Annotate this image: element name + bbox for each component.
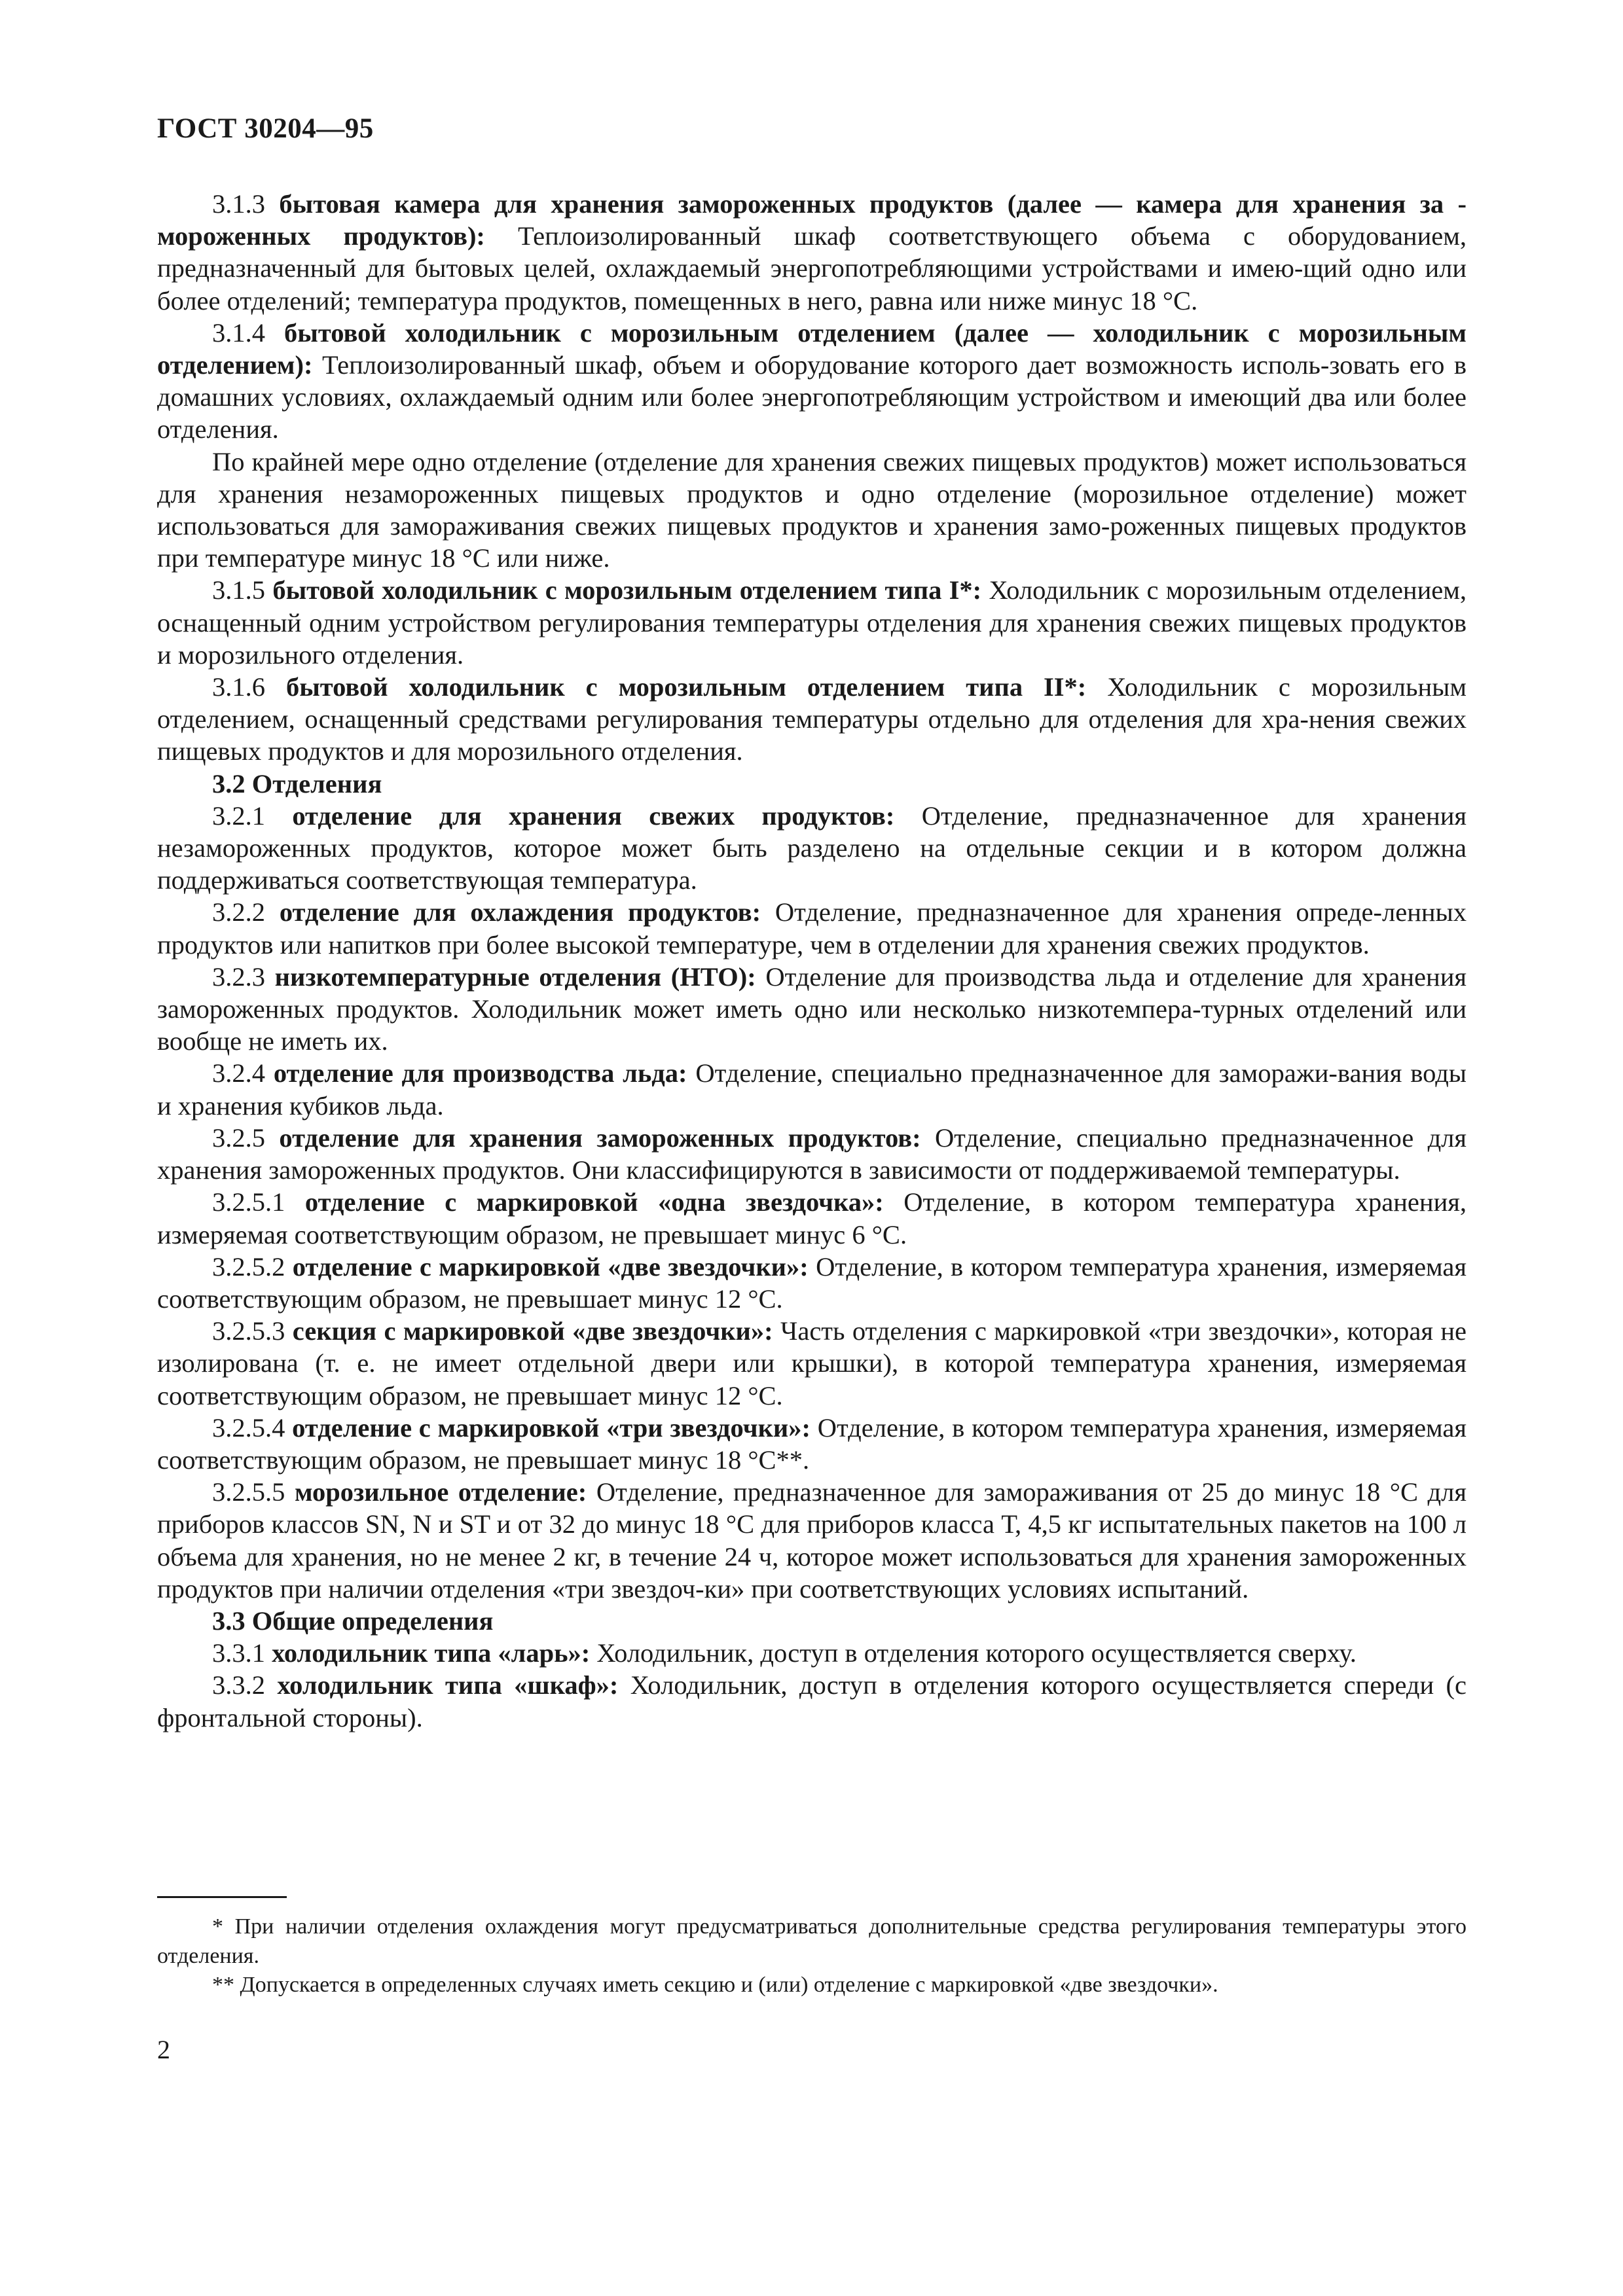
paragraph-number: 3.1.5 <box>212 575 265 605</box>
paragraph-text: Теплоизолированный шкаф соответствующего объема с оборудованием, предназначенный для бытовых целей, охлаждаемый энергопотребляющими устройствами и имею-щий одно или более отделений; температура продуктов, помещенных в него, равна или ниже минус 18 °С. <box>157 221 1467 315</box>
paragraph-text: Холодильник, доступ в отделения которого осуществляется спереди (с фронтальной стороны). <box>157 1670 1467 1732</box>
paragraph-term: бытовой холодильник с морозильным отделением типа I*: <box>272 575 982 605</box>
paragraph-number: 3.2.5.2 <box>212 1251 285 1282</box>
paragraph-3-3-1 <box>157 1637 1467 1669</box>
paragraph-3-2-1 <box>157 800 1467 897</box>
paragraph-text: Теплоизолированный шкаф, объем и оборудование которого дает возможность исполь-зовать его в домашних условиях, охлаждаемый одним или более энергопотребляющим устройством и имеющий два или более отделения. <box>157 350 1467 444</box>
paragraph-3-2-5-2 <box>157 1251 1467 1315</box>
paragraph-3-2-5 <box>157 1122 1467 1186</box>
paragraph-3-1-3 <box>157 188 1467 317</box>
paragraph-text: Холодильник с морозильным отделением, оснащенный одним устройством регулирования температуры отделения для хранения свежих пищевых продуктов и морозильного отделения. <box>157 575 1467 670</box>
paragraph-3-2-5-4 <box>157 1412 1467 1476</box>
section-number: 3.3 <box>212 1605 246 1636</box>
paragraph-term: морозильное отделение: <box>294 1477 587 1507</box>
paragraph-term: отделение с маркировкой «две звездочки»: <box>292 1251 809 1282</box>
paragraph-text: Отделение, предназначенное для замораживания от 25 до минус 18 °С для приборов классов SN, N и ST и от 32 до минус 18 °С для приборов класса Т, 4,5 кг испытательных пакетов на 100 л объема для хранения, но не менее 2 кг, в течение 24 ч, которое может использоваться для хранения замороженных продуктов при наличии отделения «три звездоч-ки» при соответствующих условиях испытаний. <box>157 1477 1467 1604</box>
paragraph-number: 3.2.2 <box>212 897 265 927</box>
paragraph-number: 3.3.1 <box>212 1638 265 1668</box>
paragraph-term: холодильник типа «шкаф»: <box>277 1670 619 1700</box>
paragraph-text: Отделение, предназначенное для хранения незамороженных продуктов, которое может быть разделено на отдельные секции и в котором должна поддерживаться соответствующая температура. <box>157 800 1467 895</box>
page-number: 2 <box>157 2035 170 2064</box>
paragraph-text: Отделение для производства льда и отделение для хранения замороженных продуктов. Холодильник может иметь одно или несколько низкотемпера-турных отделений или вообще не иметь их. <box>157 961 1467 1056</box>
paragraph-term: отделение для производства льда: <box>273 1058 687 1088</box>
paragraph-term: отделение для хранения замороженных продуктов: <box>279 1122 921 1153</box>
paragraph-3-1-5 <box>157 574 1467 671</box>
paragraph-term: отделение с маркировкой «три звездочки»: <box>292 1412 811 1443</box>
paragraph-3-2-5-5 <box>157 1476 1467 1605</box>
paragraph-term: бытовой холодильник с морозильным отделением типа II*: <box>285 672 1087 702</box>
paragraph-number: 3.1.4 <box>212 317 265 348</box>
paragraph-3-1-4-continued <box>157 446 1467 575</box>
paragraph-number: 3.1.6 <box>212 672 265 702</box>
paragraph-number: 3.1.3 <box>212 189 265 219</box>
paragraph-text: Отделение, в котором температура хранения, измеряемая соответствующим образом, не превышает минус 18 °С**. <box>157 1412 1467 1475</box>
paragraph-term: секция с маркировкой «две звездочки»: <box>292 1316 773 1346</box>
document-body <box>157 188 1467 1734</box>
paragraph-text: Отделение, в котором температура хранения, измеряемая соответствующим образом, не превышает минус 6 °С. <box>157 1187 1467 1249</box>
section-heading-3-3 <box>157 1605 1467 1637</box>
paragraph-number: 3.2.4 <box>212 1058 265 1088</box>
footnotes <box>157 1912 1467 2000</box>
paragraph-3-2-3 <box>157 961 1467 1058</box>
paragraph-number: 3.2.5.1 <box>212 1187 285 1217</box>
paragraph-number: 3.3.2 <box>212 1670 265 1700</box>
paragraph-term: бытовой холодильник с морозильным отделением (далее — холодильник с морозильным отделением): <box>157 317 1467 380</box>
paragraph-number: 3.2.5.5 <box>212 1477 285 1507</box>
paragraph-text: Отделение, специально предназначенное для заморажи-вания воды и хранения кубиков льда. <box>157 1058 1467 1121</box>
footnote: ** Допускается в определенных случаях иметь секцию и (или) отделение с маркировкой «две звездочки». <box>212 1973 1218 1997</box>
paragraph-3-1-4 <box>157 317 1467 446</box>
section-heading-3-2 <box>157 768 1467 800</box>
paragraph-text: По крайней мере одно отделение (отделение для хранения свежих пищевых продуктов) может использоваться для хранения незамороженных пищевых продуктов и одно отделение (морозильное отделение) может использоваться для замораживания свежих пищевых продуктов и хранения замо-роженных пищевых продуктов при температуре минус 18 °С или ниже. <box>157 446 1467 573</box>
paragraph-3-2-2 <box>157 896 1467 960</box>
paragraph-number: 3.2.5.3 <box>212 1316 285 1346</box>
paragraph-3-2-4 <box>157 1057 1467 1121</box>
paragraph-3-2-5-1 <box>157 1186 1467 1250</box>
paragraph-number: 3.2.5.4 <box>212 1412 285 1443</box>
paragraph-text: Часть отделения с маркировкой «три звездочки», которая не изолирована (т. е. не имеет отдельной двери или крышки), в которой температура хранения, измеряемая соответствующим образом, не превышает минус 12 °С. <box>157 1316 1467 1410</box>
paragraph-number: 3.2.1 <box>212 800 265 831</box>
section-title: Отделения <box>251 768 382 798</box>
paragraph-3-2-5-3 <box>157 1315 1467 1412</box>
paragraph-3-1-6 <box>157 671 1467 768</box>
paragraph-3-3-2 <box>157 1669 1467 1733</box>
document-header: ГОСТ 30204—95 <box>157 113 374 144</box>
paragraph-term: холодильник типа «ларь»: <box>272 1638 591 1668</box>
paragraph-text: Отделение, специально предназначенное для хранения замороженных продуктов. Они классифицируются в зависимости от поддерживаемой температуры. <box>157 1122 1467 1185</box>
footnote-separator <box>157 1896 287 1898</box>
paragraph-term: отделение для охлаждения продуктов: <box>279 897 761 927</box>
paragraph-number: 3.2.5 <box>212 1122 265 1153</box>
paragraph-text: Отделение, предназначенное для хранения опреде-ленных продуктов или напитков при более высокой температуре, чем в отделении для хранения свежих продуктов. <box>157 897 1467 960</box>
paragraph-text: Холодильник, доступ в отделения которого осуществляется сверху. <box>596 1638 1357 1668</box>
paragraph-term: бытовая камера для хранения замороженных продуктов (далее — камера для хранения за - мороженных продуктов): <box>157 189 1467 251</box>
section-number: 3.2 <box>212 768 246 798</box>
footnote: * При наличии отделения охлаждения могут предусматриваться дополнительные средства регулирования температуры этого отделения. <box>157 1914 1467 1968</box>
paragraph-text: Отделение, в котором температура хранения, измеряемая соответствующим образом, не превышает минус 12 °С. <box>157 1251 1467 1314</box>
paragraph-text: Холодильник с морозильным отделением, оснащенный средствами регулирования температуры отдельно для отделения для хра-нения свежих пищевых продуктов и для морозильного отделения. <box>157 672 1467 766</box>
paragraph-term: низкотемпературные отделения (НТО): <box>274 961 756 992</box>
paragraph-number: 3.2.3 <box>212 961 265 992</box>
section-title: Общие определения <box>251 1605 494 1636</box>
paragraph-term: отделение с маркировкой «одна звездочка»: <box>304 1187 884 1217</box>
paragraph-term: отделение для хранения свежих продуктов: <box>292 800 895 831</box>
